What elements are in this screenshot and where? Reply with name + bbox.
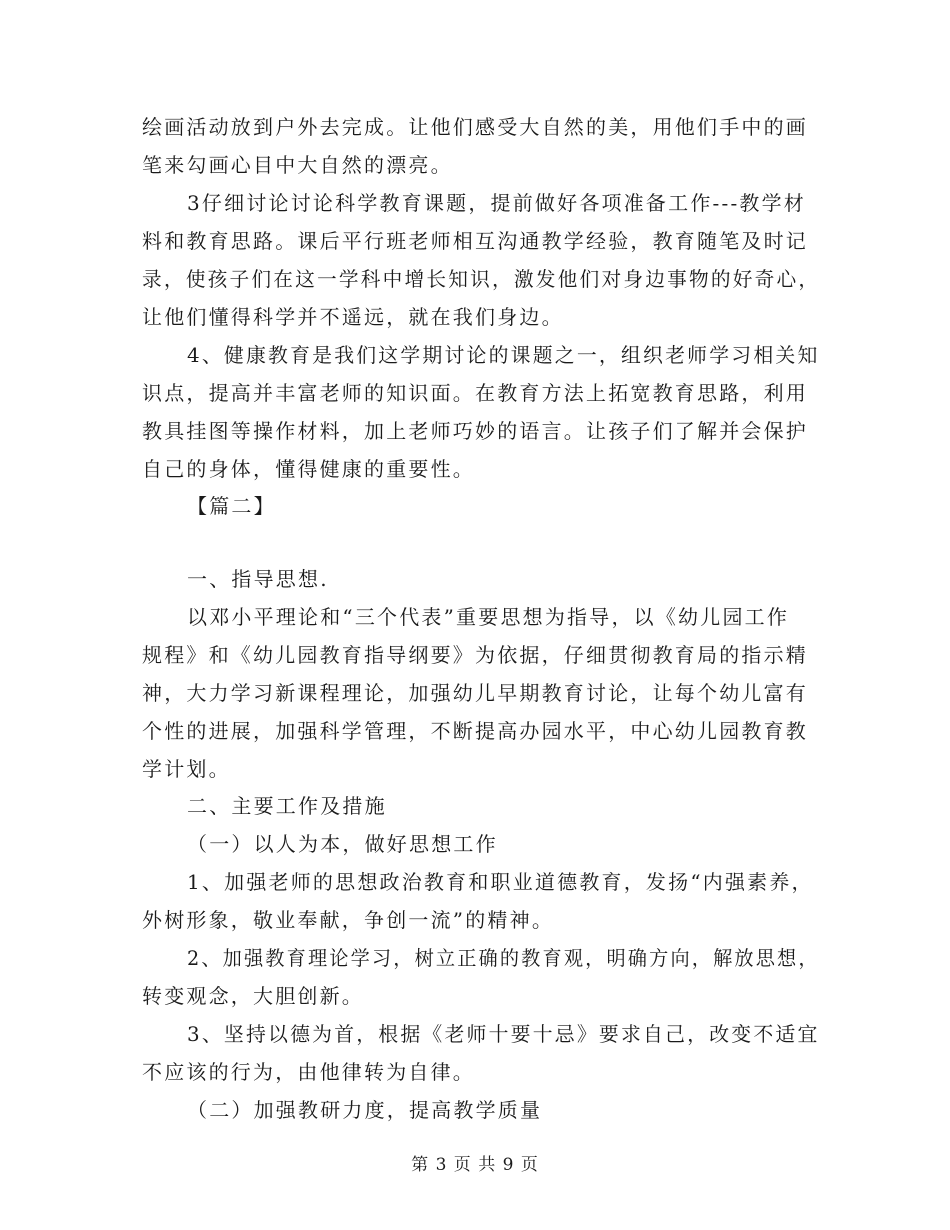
body-text-line: 外树形象，敬业奉献，争创一流”的精神。 <box>142 908 555 932</box>
body-text-line: 以邓小平理论和“三个代表”重要思想为指导，以《幼儿园工作 <box>187 605 790 629</box>
body-text-line: 1、加强老师的思想政治教育和职业道德教育，发扬“内强素养， <box>187 870 814 894</box>
section-heading: 二、主要工作及措施 <box>187 794 387 818</box>
body-text-line: 料和教育思路。课后平行班老师相互沟通教学经验，教育随笔及时记 <box>142 229 808 253</box>
body-text-line: 3、坚持以德为首，根据《老师十要十忌》要求自己，改变不适宜 <box>187 1022 820 1046</box>
body-text-line: 不应该的行为，由他律转为自律。 <box>142 1060 475 1084</box>
body-text-line: 自己的身体，懂得健康的重要性。 <box>142 457 475 481</box>
subsection-heading: （二）加强教研力度，提高教学质量 <box>187 1098 543 1122</box>
body-text-line: 学计划。 <box>142 757 231 781</box>
section-heading: 一、指导思想. <box>187 567 329 591</box>
body-text-line: 转变观念，大胆创新。 <box>142 984 364 1008</box>
body-text-line: 4、健康教育是我们这学期讨论的课题之一，组织老师学习相关知 <box>187 343 820 367</box>
body-text-line: 规程》和《幼儿园教育指导纲要》为依据，仔细贯彻教育局的指示精 <box>142 643 808 667</box>
body-text-line: 3仔细讨论讨论科学教育课题，提前做好各项准备工作---教学材 <box>187 191 806 215</box>
body-text-line: 2、加强教育理论学习，树立正确的教育观，明确方向，解放思想， <box>187 946 820 970</box>
body-text-line: 识点，提高并丰富老师的知识面。在教育方法上拓宽教育思路，利用 <box>142 381 808 405</box>
body-text-line: 让他们懂得科学并不遥远，就在我们身边。 <box>142 305 564 329</box>
page-number-footer: 第 3 页 共 9 页 <box>411 1155 539 1175</box>
body-text-line: 个性的进展，加强科学管理，不断提高办园水平，中心幼儿园教育教 <box>142 719 808 743</box>
body-text-line: 笔来勾画心目中大自然的漂亮。 <box>142 153 453 177</box>
body-text-line: 教具挂图等操作材料，加上老师巧妙的语言。让孩子们了解并会保护 <box>142 419 808 443</box>
section-heading: 【篇二】 <box>187 494 276 518</box>
body-text-line: 录，使孩子们在这一学科中增长知识，激发他们对身边事物的好奇心， <box>142 267 821 291</box>
subsection-heading: （一）以人为本，做好思想工作 <box>187 832 498 856</box>
body-text-line: 绘画活动放到户外去完成。让他们感受大自然的美，用他们手中的画 <box>142 115 808 139</box>
body-text-line: 神，大力学习新课程理论，加强幼儿早期教育讨论，让每个幼儿富有 <box>142 681 808 705</box>
